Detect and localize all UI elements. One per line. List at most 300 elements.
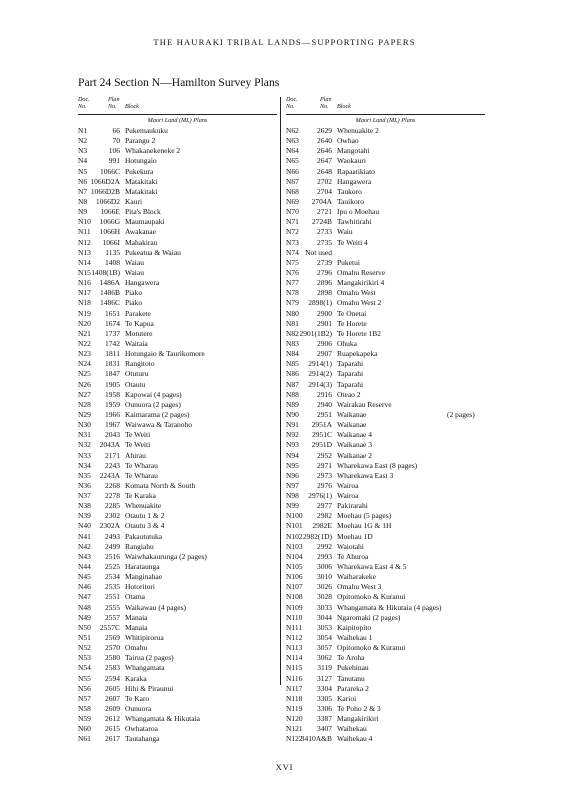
plan-number: 2976	[317, 480, 332, 490]
block-name: Ounuora (2 pages)	[125, 399, 181, 409]
block-name: Waiwhakaurunga (2 pages)	[125, 551, 207, 561]
doc-number: N31	[78, 430, 91, 440]
doc-number: N34	[78, 460, 91, 470]
block-name: Moehau 1D	[337, 531, 373, 541]
block-name: Ahirau	[125, 450, 146, 460]
doc-number: N35	[78, 470, 91, 480]
block-name: Moehau 1G & 1H	[337, 521, 392, 531]
plan-number: 2612	[105, 714, 120, 724]
plan-number: 1742	[105, 338, 120, 348]
block-name: Pakaututuka	[125, 531, 163, 541]
doc-number: N57	[78, 693, 91, 703]
doc-number: N112	[286, 633, 303, 643]
doc-number: N13	[78, 247, 91, 257]
table-row	[78, 633, 284, 643]
table-row	[286, 613, 492, 623]
table-row	[286, 674, 492, 684]
doc-number: N95	[286, 460, 299, 470]
doc-number: N53	[78, 653, 91, 663]
block-name: Wharekawa East 4 & 5	[337, 562, 407, 572]
doc-number: N37	[78, 491, 91, 501]
block-name: Whenuakite 2	[337, 126, 379, 135]
doc-number: N19	[78, 308, 91, 318]
plan-number: 2569	[105, 633, 120, 643]
doc-number: N62	[286, 126, 299, 135]
doc-number: N39	[78, 511, 91, 521]
block-name: Taukoro	[337, 186, 362, 196]
block-name: Otama	[125, 592, 145, 602]
table-row	[78, 542, 284, 552]
plan-number: 2951A	[311, 420, 332, 430]
doc-number: N28	[78, 399, 91, 409]
block-name: Waikanae	[337, 409, 367, 419]
doc-number: N38	[78, 501, 91, 511]
block-name: Waitaia	[125, 338, 148, 348]
plan-number: 2971	[317, 460, 332, 470]
doc-number: N61	[78, 734, 91, 744]
table-row	[78, 562, 284, 572]
doc-number: N104	[286, 551, 303, 561]
doc-number: N99	[286, 501, 299, 511]
block-name: Moehau (5 pages)	[337, 511, 392, 521]
table-row	[78, 582, 284, 592]
doc-number: N66	[286, 166, 299, 176]
block-name: Tauikoro	[337, 196, 364, 206]
table-row	[286, 309, 492, 319]
table-row	[78, 136, 284, 146]
doc-number: N105	[286, 562, 303, 572]
doc-number: N54	[78, 663, 91, 673]
table-row	[78, 298, 284, 308]
table-row	[78, 511, 284, 521]
block-name: Owhao	[337, 136, 359, 146]
doc-number: N63	[286, 136, 299, 146]
plan-number: 70	[112, 136, 120, 146]
table-row	[286, 420, 492, 430]
doc-number: N96	[286, 470, 299, 480]
table-row	[78, 613, 284, 623]
block-name: Te Horete 1B2	[337, 328, 382, 338]
doc-number: N2	[78, 136, 88, 146]
doc-number: N32	[78, 440, 91, 450]
doc-number: N9	[78, 207, 88, 217]
block-name: Piako	[125, 288, 143, 298]
table-row	[286, 582, 492, 592]
doc-number: N68	[286, 186, 299, 196]
block-name: Awakanae	[125, 227, 156, 237]
plan-number: 2647	[317, 156, 332, 166]
table-row	[286, 663, 492, 673]
plan-number: 2302A	[99, 521, 120, 531]
block-name: Te Wharau	[125, 460, 158, 470]
doc-number: N23	[78, 349, 91, 359]
plan-number: 2525	[105, 562, 120, 572]
table-row	[78, 653, 284, 663]
doc-number: N43	[78, 551, 91, 561]
plan-number: 2702	[317, 176, 332, 186]
left-table-body	[78, 126, 284, 745]
plan-number: 2648	[317, 166, 332, 176]
plan-number: 1066E	[100, 207, 120, 217]
doc-number: N116	[286, 673, 303, 683]
doc-number: N11	[78, 227, 91, 237]
table-row	[286, 633, 492, 643]
block-name: Parakete	[125, 308, 151, 318]
plan-number: 2534	[105, 572, 120, 582]
plan-number: 1674	[105, 318, 120, 328]
block-name: Whangamata & Hikutaia (4 pages)	[337, 602, 442, 612]
table-row	[78, 521, 284, 531]
doc-number: N110	[286, 612, 303, 622]
doc-label: Doc. No.	[78, 97, 90, 110]
table-row	[286, 187, 492, 197]
block-name: Waihekau 1	[337, 633, 373, 643]
plan-number: 1905	[105, 379, 120, 389]
plan-number: 3010	[317, 572, 332, 582]
plan-number: 3033	[317, 602, 332, 612]
plan-number: 3119	[317, 663, 332, 673]
block-name: Wairoa	[337, 480, 359, 490]
doc-number: N24	[78, 359, 91, 369]
plan-number: 2907	[317, 349, 332, 359]
plan-number: 1408	[105, 257, 120, 267]
table-row	[286, 572, 492, 582]
block-name: Ngaromaki (2 pages)	[337, 612, 401, 622]
doc-number: N52	[78, 643, 91, 653]
table-row	[78, 177, 284, 187]
block-name: Te Weiti	[125, 430, 151, 440]
doc-number: N17	[78, 288, 91, 298]
block-name: Kaimarama (2 pages)	[125, 409, 190, 419]
doc-number: N72	[286, 227, 299, 237]
table-row	[78, 440, 284, 450]
block-name: Ipu o Moehau	[337, 207, 380, 217]
table-row	[78, 592, 284, 602]
doc-no-header	[286, 97, 298, 111]
table-row	[286, 369, 492, 379]
plan-number: 2640	[317, 136, 332, 146]
plan-number: 3127	[317, 673, 332, 683]
doc-number: N84	[286, 349, 299, 359]
table-row	[286, 430, 492, 440]
block-name: Pukekura	[125, 166, 154, 176]
doc-number: N16	[78, 278, 91, 288]
block-name: Te Horete	[337, 318, 367, 328]
doc-number: N71	[286, 217, 299, 227]
block-name: Te Weiti 4	[337, 237, 368, 247]
table-row	[78, 268, 284, 278]
plan-label: Plan No.	[320, 97, 332, 110]
plan-number: 2951D	[311, 440, 332, 450]
plan-number: 2629	[317, 126, 332, 135]
plan-number: 3407	[317, 724, 332, 734]
plan-number: 2914(3)	[308, 379, 332, 389]
table-row	[78, 471, 284, 481]
table-row	[286, 592, 492, 602]
block-name: Rangiahu	[125, 541, 154, 551]
plan-number: 2982	[317, 511, 332, 521]
block-name: Pukemaukuku	[125, 126, 168, 135]
plan-number: 1066I	[102, 237, 120, 247]
block-name: Taparahi	[337, 369, 364, 379]
doc-number: N65	[286, 156, 299, 166]
table-row	[286, 238, 492, 248]
plan-number: 1967	[105, 420, 120, 430]
table-row	[286, 329, 492, 339]
plan-number: 3054	[317, 633, 332, 643]
table-row	[286, 146, 492, 156]
right-table-body	[286, 126, 492, 745]
doc-number: N80	[286, 308, 299, 318]
block-name: Pukehinau	[337, 663, 369, 673]
plan-number: 2951C	[311, 430, 332, 440]
plan-number: 2982E	[312, 521, 332, 531]
table-row	[78, 481, 284, 491]
table-row	[286, 298, 492, 308]
block-name: Te Onetai	[337, 308, 367, 318]
table-row	[286, 258, 492, 268]
block-name: Mangotahi	[337, 146, 370, 156]
doc-number: N103	[286, 541, 303, 551]
plan-number: 2951	[317, 409, 332, 419]
table-row	[286, 217, 492, 227]
plan-number: 3057	[317, 643, 332, 653]
plan-number: 2594	[105, 673, 120, 683]
table-row	[286, 623, 492, 633]
doc-number: N20	[78, 318, 91, 328]
block-name: Pakirarahi	[337, 501, 368, 511]
table-row	[78, 734, 284, 744]
block-name: Hihi & Piraunui	[125, 683, 174, 693]
table-row	[78, 187, 284, 197]
plan-number: 2901	[317, 318, 332, 328]
block-name: Harataunga	[125, 562, 160, 572]
table-row	[78, 501, 284, 511]
table-row	[286, 481, 492, 491]
page-number: XVI	[275, 762, 294, 772]
plan-number: 1847	[105, 369, 120, 379]
block-name: Motutere	[125, 328, 153, 338]
table-row	[78, 603, 284, 613]
block-name: Opitomoko & Kuranui	[337, 643, 406, 653]
block-name: Mangakirikiri	[337, 714, 379, 724]
table-row	[78, 126, 284, 136]
table-row	[78, 451, 284, 461]
doc-number: N100	[286, 511, 303, 521]
plan-number: 1959	[105, 399, 120, 409]
note: (2 pages)	[447, 409, 475, 419]
table-row	[286, 521, 492, 531]
doc-number: N115	[286, 663, 303, 673]
table-row	[286, 197, 492, 207]
table-row	[78, 420, 284, 430]
table-row	[286, 278, 492, 288]
table-row	[78, 623, 284, 633]
doc-number: N25	[78, 369, 91, 379]
plan-number: 1486C	[99, 298, 120, 308]
table-row	[78, 227, 284, 237]
doc-number: N102	[286, 531, 303, 541]
table-row	[78, 288, 284, 298]
plan-no-header	[108, 97, 120, 111]
plan-number: 2499	[105, 541, 120, 551]
doc-number: N47	[78, 592, 91, 602]
doc-label: Doc. No.	[286, 97, 298, 110]
plan-number: 2609	[105, 704, 120, 714]
block-name: Waiau	[125, 257, 144, 267]
block-name: Taparahi	[337, 359, 364, 369]
block-name: Omahu West 2	[337, 298, 382, 308]
block-name: Omahu Reserve	[337, 267, 386, 277]
table-row	[286, 704, 492, 714]
table-row	[286, 177, 492, 187]
plan-number: 2171	[105, 450, 120, 460]
doc-number: N27	[78, 389, 91, 399]
doc-number: N93	[286, 440, 299, 450]
plan-no-header	[320, 97, 332, 111]
table-row	[78, 380, 284, 390]
block-name: Manginahae	[125, 572, 163, 582]
plan-number: 3028	[317, 592, 332, 602]
block-name: Waiau	[125, 267, 144, 277]
block-name: Te Weiti	[125, 440, 151, 450]
table-row	[78, 238, 284, 248]
plan-number: 2973	[317, 470, 332, 480]
doc-number: N51	[78, 633, 91, 643]
doc-number: N3	[78, 146, 88, 156]
block-name: Maumaupaki	[125, 217, 165, 227]
plan-number: 3044	[317, 612, 332, 622]
table-row	[286, 562, 492, 572]
block-name: Waikanae 4	[337, 430, 373, 440]
plan-number: 1066G	[99, 217, 120, 227]
doc-number: N8	[78, 196, 88, 206]
block-name: Kaipitopito	[337, 622, 372, 632]
plan-number: 2583	[105, 663, 120, 673]
table-row	[286, 136, 492, 146]
doc-number: N87	[286, 379, 299, 389]
plan-number: 2993	[317, 551, 332, 561]
table-row	[78, 643, 284, 653]
plan-number: 1408(1B)	[91, 267, 120, 277]
plan-number: 3026	[317, 582, 332, 592]
block-name: Tanutanu	[337, 673, 365, 683]
block-name: Tairua (2 pages)	[125, 653, 174, 663]
block-name: Owhataroa	[125, 724, 158, 734]
plan-number: 2704A	[311, 196, 332, 206]
table-row	[286, 359, 492, 369]
plan-number: 2580	[105, 653, 120, 663]
table-row	[286, 440, 492, 450]
plan-number: 3387	[317, 714, 332, 724]
doc-number: N107	[286, 582, 303, 592]
doc-number: N92	[286, 430, 299, 440]
plan-number: 2916	[317, 389, 332, 399]
doc-number: N111	[286, 622, 303, 632]
plan-number: 1486B	[99, 288, 120, 298]
block-name: Pita's Block	[125, 207, 161, 217]
plan-number: 3062	[317, 653, 332, 663]
plan-number: 2898	[317, 288, 332, 298]
doc-number: N73	[286, 237, 299, 247]
doc-number: N49	[78, 612, 91, 622]
block-name: Rangitoto	[125, 359, 155, 369]
table-row	[78, 674, 284, 684]
table-row	[286, 400, 492, 410]
doc-number: N118	[286, 693, 303, 703]
doc-number: N56	[78, 683, 91, 693]
block-name: Waikanae 2	[337, 450, 373, 460]
table-row	[78, 491, 284, 501]
table-row	[286, 653, 492, 663]
block-name: Waikawau (4 pages)	[125, 602, 187, 612]
table-row	[286, 319, 492, 329]
block-name: Whenuakite	[125, 501, 162, 511]
doc-no-header	[78, 97, 90, 111]
table-row	[286, 410, 492, 420]
plan-number: 2992	[317, 541, 332, 551]
block-name: Karaka	[125, 673, 147, 683]
block-name: Hotoritori	[125, 582, 155, 592]
block-name: Waokauri	[337, 156, 366, 166]
table-row	[78, 248, 284, 258]
plan-number: 1958	[105, 389, 120, 399]
doc-number: N55	[78, 673, 91, 683]
doc-number: N113	[286, 643, 303, 653]
table-row	[78, 197, 284, 207]
right-column	[286, 97, 492, 744]
doc-number: N58	[78, 704, 91, 714]
plan-number: 1135	[105, 247, 120, 257]
block-name: Te Aroha	[337, 653, 365, 663]
plan-number: 2977	[317, 501, 332, 511]
doc-number: N50	[78, 622, 91, 632]
plan-number: 2724B	[311, 217, 332, 227]
doc-number: N59	[78, 714, 91, 724]
doc-number: N121	[286, 724, 303, 734]
subheader-maori-land: Maori Land (ML) Plans	[147, 117, 208, 124]
plan-number: 2739	[317, 257, 332, 267]
doc-number: N7	[78, 186, 88, 196]
plan-number: 2733	[317, 227, 332, 237]
plan-number: 2952	[317, 450, 332, 460]
plan-number: 1831	[105, 359, 120, 369]
plan-number: 1066D2	[95, 196, 120, 206]
plan-number: 2615	[105, 724, 120, 734]
block-name: Tautahanga	[125, 734, 160, 744]
doc-number: N44	[78, 562, 91, 572]
block-name: Whakanekeneke 2	[125, 146, 181, 156]
table-row	[78, 430, 284, 440]
doc-number: N4	[78, 156, 88, 166]
block-name: Waihekau	[337, 724, 367, 734]
doc-number: N86	[286, 369, 299, 379]
table-row	[78, 684, 284, 694]
block-name: Matakitaki	[125, 176, 158, 186]
doc-number: N1	[78, 126, 88, 135]
block-name: Whitipirorua	[125, 633, 164, 643]
table-row	[286, 603, 492, 613]
table-row	[78, 461, 284, 471]
subheader-maori-land: Maori Land (ML) Plans	[355, 117, 416, 124]
block-name: Waiotahi	[337, 541, 364, 551]
plan-number: 2570	[105, 643, 120, 653]
doc-number: N22	[78, 338, 91, 348]
table-row	[286, 227, 492, 237]
doc-number: N109	[286, 602, 303, 612]
table-row	[78, 258, 284, 268]
table-row	[286, 694, 492, 704]
